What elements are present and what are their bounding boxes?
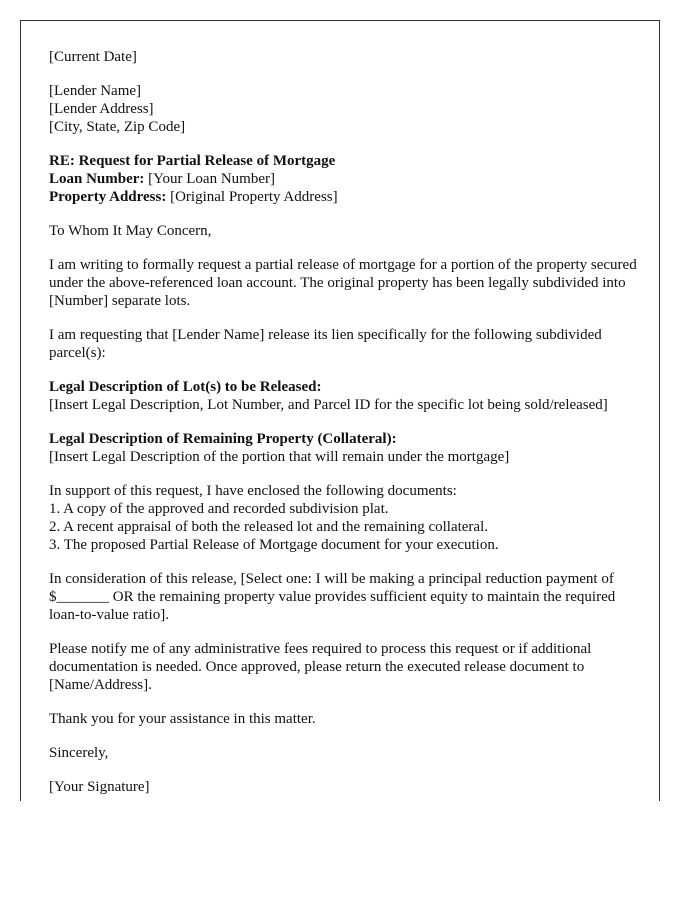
consideration-paragraph: In consideration of this release, [Select one: I will be making a principal reduction payment of $_______ OR the remaining property value provides sufficient equity to maintain the required loan-to-value ratio].	[49, 571, 616, 623]
recipient-name: [Lender Name]	[49, 83, 142, 99]
enclosure-item: 1. A copy of the approved and recorded subdivision plat.	[49, 501, 389, 517]
date-line: [Current Date]	[49, 49, 137, 65]
letter-body	[49, 48, 639, 801]
request-paragraph: I am requesting that [Lender Name] release its lien specifically for the following subdivided parcel(s):	[49, 327, 602, 361]
property-address-line	[49, 188, 639, 206]
enclosures-section	[49, 482, 639, 554]
enclosure-item: 3. The proposed Partial Release of Mortgage document for your execution.	[49, 537, 499, 553]
loan-number-value: [Your Loan Number]	[144, 171, 275, 187]
notification-paragraph: Please notify me of any administrative fees required to process this request or if additional documentation is needed. Once approved, please return the executed release document to [Name/Address].	[49, 641, 592, 693]
subject-block	[49, 152, 639, 206]
intro-paragraph: I am writing to formally request a partial release of mortgage for a portion of the property secured under the above-referenced loan account. The original property has been legally subdivided into [Number] separate lots.	[49, 257, 637, 309]
remaining-property-section	[49, 430, 639, 466]
salutation: To Whom It May Concern,	[49, 223, 212, 239]
loan-number-line	[49, 170, 639, 188]
loan-number-label: Loan Number:	[49, 171, 145, 187]
recipient-block	[49, 82, 639, 136]
property-address-value: [Original Property Address]	[166, 189, 338, 205]
subject-re-text: RE: Request for Partial Release of Mortgage	[49, 153, 336, 169]
released-lots-text: [Insert Legal Description, Lot Number, and Parcel ID for the specific lot being sold/released]	[49, 397, 608, 413]
document-page	[20, 20, 660, 801]
released-lots-heading: Legal Description of Lot(s) to be Released:	[49, 379, 322, 395]
released-lots-section	[49, 378, 639, 414]
recipient-city-state-zip: [City, State, Zip Code]	[49, 119, 186, 135]
remaining-property-heading: Legal Description of Remaining Property (Collateral):	[49, 431, 397, 447]
recipient-address: [Lender Address]	[49, 101, 154, 117]
property-address-label: Property Address:	[49, 189, 167, 205]
signature-line: [Your Signature]	[49, 779, 150, 795]
closing-line: Sincerely,	[49, 745, 109, 761]
enclosure-item: 2. A recent appraisal of both the released lot and the remaining collateral.	[49, 519, 488, 535]
thanks-line: Thank you for your assistance in this matter.	[49, 711, 316, 727]
enclosures-intro: In support of this request, I have enclosed the following documents:	[49, 483, 457, 499]
remaining-property-text: [Insert Legal Description of the portion that will remain under the mortgage]	[49, 449, 510, 465]
subject-re	[49, 152, 639, 170]
